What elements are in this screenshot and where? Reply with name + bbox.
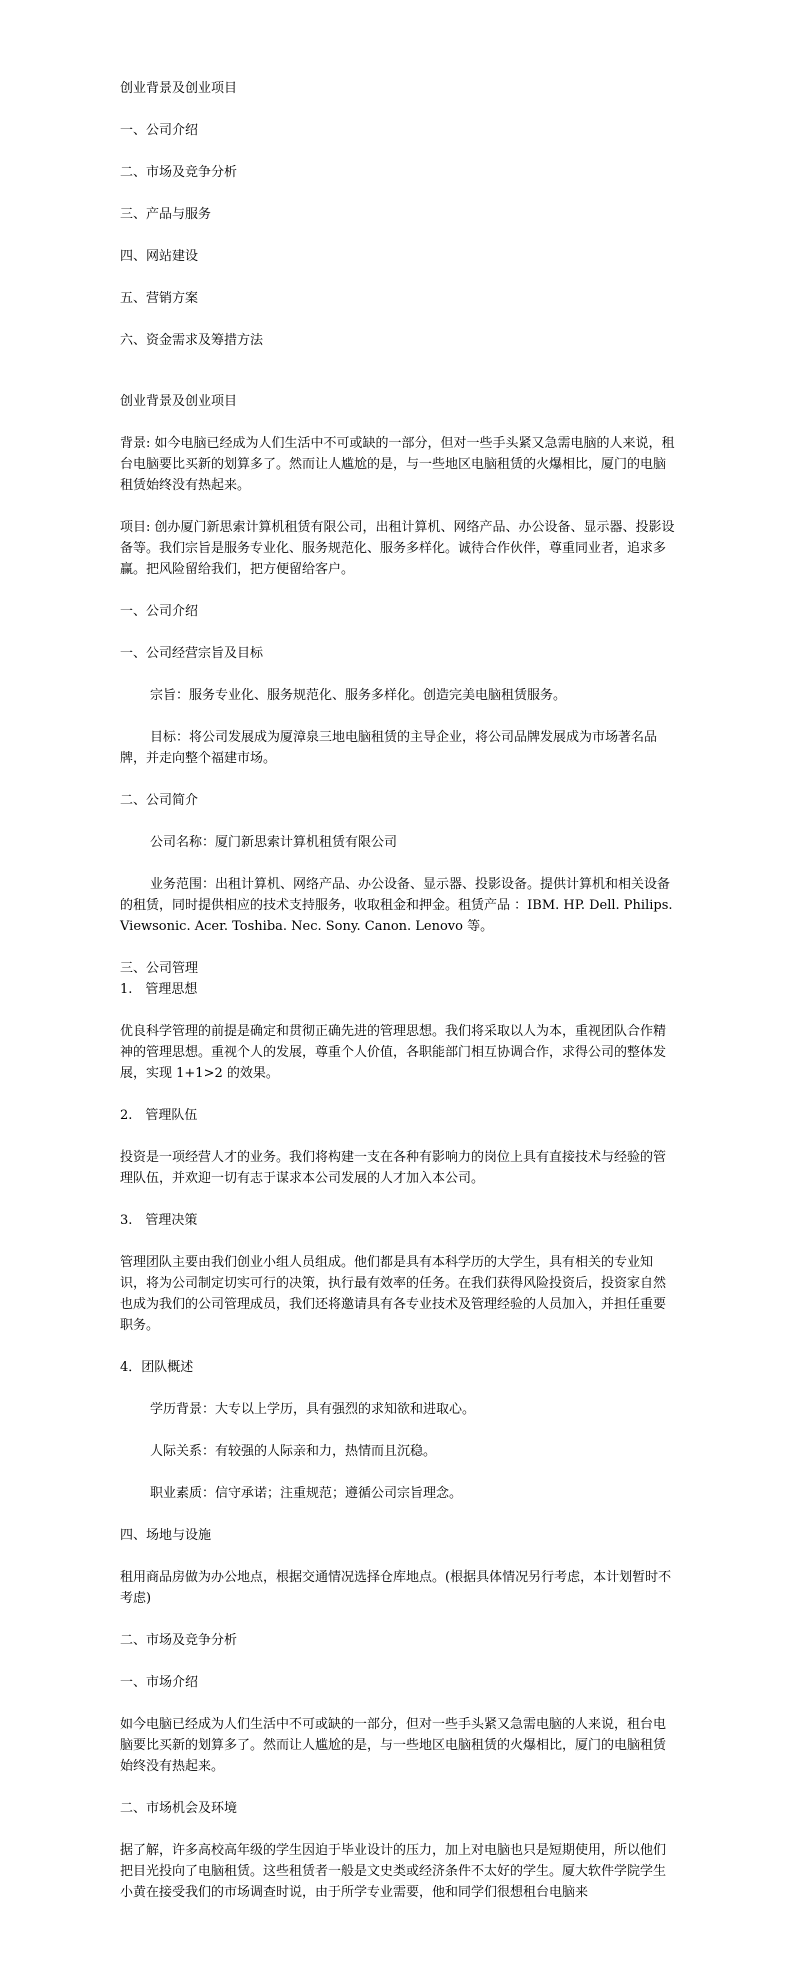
- subsection-market-opportunity: 二、市场机会及环境: [120, 1801, 238, 1816]
- toc-item-2: 二、市场及竞争分析: [120, 165, 238, 180]
- background-paragraph: 背景: 如今电脑已经成为人们生活中不可或缺的一部分，但对一些手头紧又急需电脑的人来说，租台电脑要比买新的划算多了。然而让人尴尬的是，与一些地区电脑租赁的火爆相比，厦门的电脑租赁始终没有热起来。: [120, 436, 675, 493]
- management-item-2: 2. 管理队伍: [120, 1108, 198, 1123]
- toc-item-4: 四、网站建设: [120, 249, 199, 264]
- site-paragraph: 租用商品房做为办公地点，根据交通情况选择仓库地点。(根据具体情况另行考虑，本计划暂时不考虑): [120, 1570, 672, 1606]
- goal-paragraph: 目标：将公司发展成为厦漳泉三地电脑租赁的主导企业，将公司品牌发展成为市场著名品牌，并走向整个福建市场。: [120, 730, 658, 766]
- section-market-analysis: 二、市场及竞争分析: [120, 1633, 238, 1648]
- subsection-purpose-goal: 一、公司经营宗旨及目标: [120, 646, 264, 661]
- market-intro-paragraph: 如今电脑已经成为人们生活中不可或缺的一部分，但对一些手头紧又急需电脑的人来说，租台电脑要比买新的划算多了。然而让人尴尬的是，与一些地区电脑租赁的火爆相比，厦门的电脑租赁始终没有热起来。: [120, 1717, 667, 1774]
- relation-paragraph: 人际关系：有较强的人际亲和力，热情而且沉稳。: [150, 1444, 437, 1459]
- management-decision-paragraph: 管理团队主要由我们创业小组人员组成。他们都是具有本科学历的大学生，具有相关的专业知识，将为公司制定切实可行的决策，执行最有效率的任务。在我们获得风险投资后，投资家自然也成为我们的公司管理成员，我们还将邀请具有各专业技术及管理经验的人员加入，并担任重要职务。: [120, 1255, 667, 1333]
- management-item-1: 1. 管理思想: [120, 982, 198, 997]
- business-scope-paragraph: 业务范围：出租计算机、网络产品、办公设备、显示器、投影设备。提供计算机和相关设备的租赁，同时提供相应的技术支持服务，收取租金和押金。租赁产品 ：IBM. HP. Dell. Philips. Viewsonic. Acer. Toshiba. Nec. Sony. Canon. Lenovo 等。: [120, 877, 673, 934]
- section-company-intro: 一、公司介绍: [120, 604, 199, 619]
- management-item-4: 4．团队概述: [120, 1360, 194, 1375]
- toc-item-6: 六、资金需求及筹措方法: [120, 333, 264, 348]
- quality-paragraph: 职业素质：信守承诺；注重规范；遵循公司宗旨理念。: [150, 1486, 463, 1501]
- purpose-paragraph: 宗旨：服务专业化、服务规范化、服务多样化。创造完美电脑租赁服务。: [150, 688, 567, 703]
- subsection-company-profile: 二、公司简介: [120, 793, 199, 808]
- body-heading: 创业背景及创业项目: [120, 394, 238, 409]
- subsection-site-facilities: 四、场地与设施: [120, 1528, 212, 1543]
- toc-item-1: 一、公司介绍: [120, 123, 199, 138]
- toc-item-5: 五、营销方案: [120, 291, 199, 306]
- management-item-3: 3. 管理决策: [120, 1213, 198, 1228]
- subsection-market-intro: 一、市场介绍: [120, 1675, 199, 1690]
- management-team-paragraph: 投资是一项经营人才的业务。我们将构建一支在各种有影响力的岗位上具有直接技术与经验的管理队伍，并欢迎一切有志于谋求本公司发展的人才加入本公司。: [120, 1150, 667, 1186]
- toc-item-3: 三、产品与服务: [120, 207, 212, 222]
- company-name-paragraph: 公司名称：厦门新思索计算机租赁有限公司: [150, 835, 398, 850]
- project-paragraph: 项目: 创办厦门新思索计算机租赁有限公司，出租计算机、网络产品、办公设备、显示器、投影设备等。我们宗旨是服务专业化、服务规范化、服务多样化。诚待合作伙伴，尊重同业者，追求多赢。把风险留给我们，把方便留给客户。: [120, 520, 675, 577]
- toc-title: 创业背景及创业项目: [120, 81, 238, 96]
- management-thought-paragraph: 优良科学管理的前提是确定和贯彻正确先进的管理思想。我们将采取以人为本，重视团队合作精神的管理思想。重视个人的发展，尊重个人价值，各职能部门相互协调合作，求得公司的整体发展，实现 1+1>2 的效果。: [120, 1024, 667, 1081]
- market-opportunity-paragraph: 据了解，许多高校高年级的学生因迫于毕业设计的压力，加上对电脑也只是短期使用，所以他们把目光投向了电脑租赁。这些租赁者一般是文史类或经济条件不太好的学生。厦大软件学院学生小黄在接受我们的市场调查时说，由于所学专业需要，他和同学们很想租台电脑来: [120, 1843, 667, 1900]
- subsection-management: 三、公司管理: [120, 961, 199, 976]
- education-paragraph: 学历背景：大专以上学历，具有强烈的求知欲和进取心。: [150, 1402, 476, 1417]
